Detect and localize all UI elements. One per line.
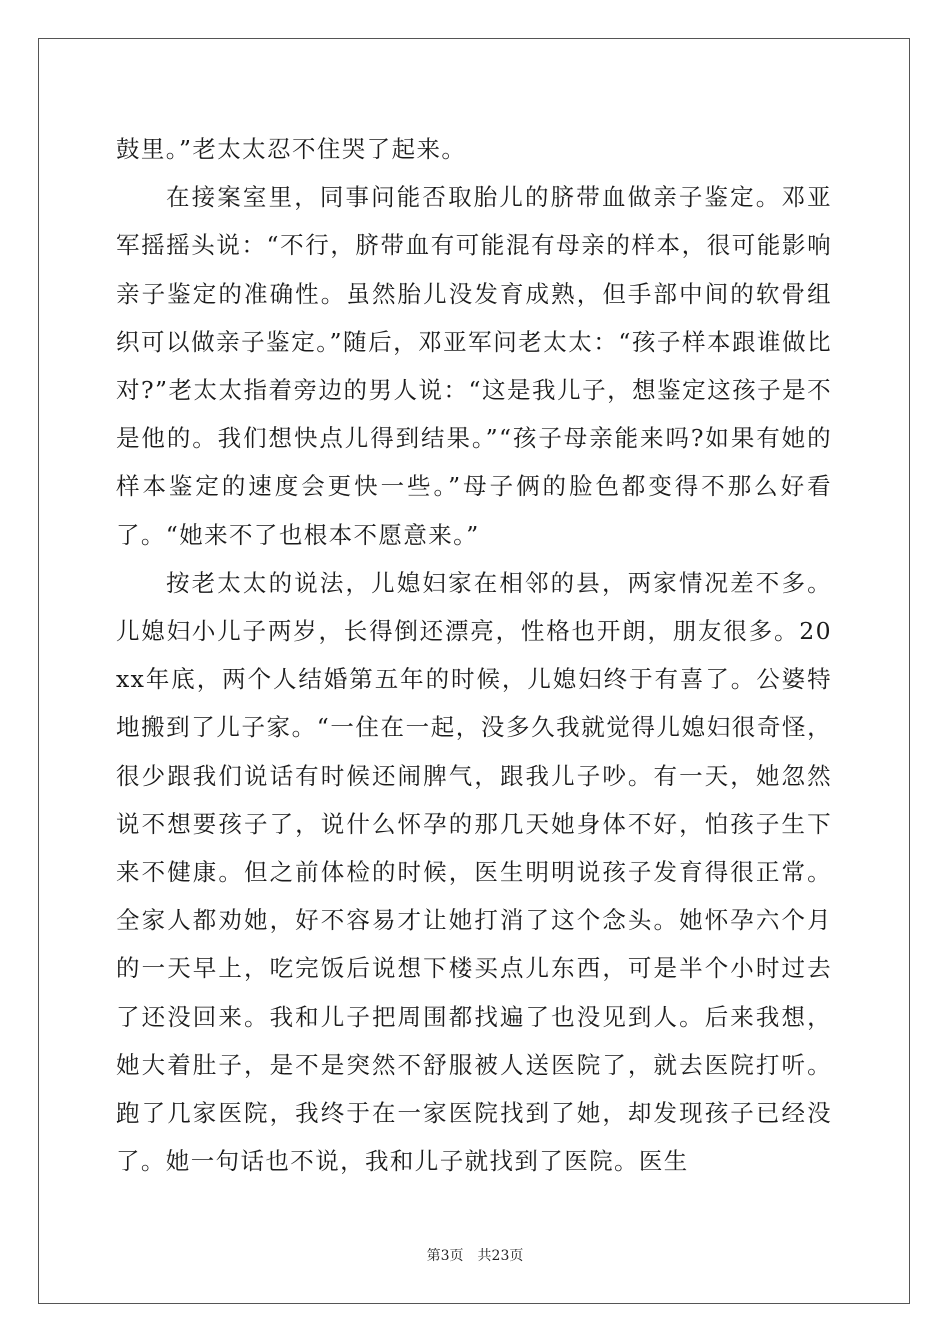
page-number-footer: 第3页 共23页 — [426, 1248, 524, 1264]
paragraph-1: 鼓里。”老太太忍不住哭了起来。 — [116, 135, 467, 163]
document-body — [116, 125, 832, 1185]
paragraph-3: 按老太太的说法，儿媳妇家在相邻的县，两家情况差不多。儿媳妇小儿子两岁，长得倒还漂亮，性格也开朗，朋友很多。20xx年底，两个人结婚第五年的时候，儿媳妇终于有喜了。公婆特地搬到了儿子家。“一住在一起，没多久我就觉得儿媳妇很奇怪，很少跟我们说话有时候还闹脾气，跟我儿子吵。有一天，她忽然说不想要孩子了，说什么怀孕的那几天她身体不好，怕孩子生下来不健康。但之前体检的时候，医生明明说孩子发育得很正常。全家人都劝她，好不容易才让她打消了这个念头。她怀孕六个月的一天早上，吃完饭后说想下楼买点儿东西，可是半个小时过去了还没回来。我和儿子把周围都找遍了也没见到人。后来我想，她大着肚子，是不是突然不舒服被人送医院了，就去医院打听。跑了几家医院，我终于在一家医院找到了她，却发现孩子已经没了。她一句话也不说，我和儿子就找到了医院。医生 — [116, 568, 832, 1176]
paragraph-2: 在接案室里，同事问能否取胎儿的脐带血做亲子鉴定。邓亚军摇摇头说：“不行，脐带血有可能混有母亲的样本，很可能影响亲子鉴定的准确性。虽然胎儿没发育成熟，但手部中间的软骨组织可以做亲子鉴定。”随后，邓亚军问老太太：“孩子样本跟谁做比对?”老太太指着旁边的男人说：“这是我儿子，想鉴定这孩子是不是他的。我们想快点儿得到结果。”“孩子母亲能来吗?如果有她的样本鉴定的速度会更快一些。”母子俩的脸色都变得不那么好看了。“她来不了也根本不愿意来。” — [116, 183, 832, 549]
